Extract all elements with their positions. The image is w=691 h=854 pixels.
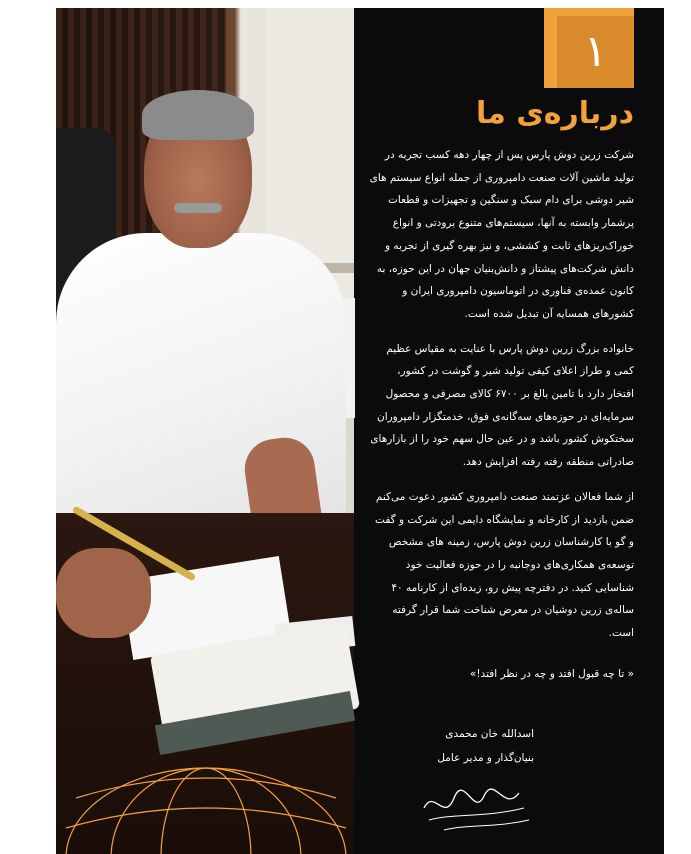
globe-arcs-icon [56,748,356,854]
signatory-role: بنیان‌گذار و مدیر عامل [437,752,534,764]
person-mustache [174,203,222,213]
paragraph-1: شرکت زرین دوش پارس پس از چهار دهه کسب تجربه در تولید ماشین آلات صنعت دامپروری از جمله انواع سیستم های شیر دوشی برای دام سبک و سنگین و تجهیزات و قطعات پرشمار وابسته به آنها، سیستم‌های متنوع برودتی و انواع خوراک‌ریزهای ثابت و کششی، و نیز بهره گیری از تجربه و دانش شرکت‌های پیشتاز و دانش‌بنیان جهان در این حوزه، به کانون عمده‌ی فناوری در اتوماسیون دامپروری ایران و کشورهای همسایه آن تبدیل شده است. [369,149,634,320]
founder-photo [56,8,354,854]
handwritten-signature-icon [414,778,534,838]
brochure-page [56,8,664,854]
person-hand [56,548,151,638]
about-body [369,144,634,657]
person-hair [142,90,254,140]
page-title: درباره‌ی ما [476,96,634,131]
closing-quote: « تا چه قبول افتد و چه در نظر افتد!» [469,668,634,680]
paragraph-2: خانواده بزرگ زرین دوش پارس با عنایت به مقیاس عظیم کمی و طراز اعلای کیفی تولید شیر و گوشت در کشور، افتخار دارد با تامین بالغ بر ۶۷۰۰ کالای مصرفی و محصول سرمایه‌ای در حوزه‌های سه‌گانه‌ی فوق، خدمتگزار دامپروران سختکوش کشور باشد و در عین حال سهم خود را از بازارهای صادراتی منطقه رفته رفته افزایش دهد. [370,342,634,469]
about-content [354,8,664,854]
section-number-badge: ۱ [557,16,634,88]
paragraph-3: از شما فعالان عزتمند صنعت دامپروری کشور دعوت می‌کنم ضمن بازدید از کارخانه و نمایشگاه دایمی این شرکت و گفت و گو با کارشناسان زرین دوش پارس، زمینه های مشخص توسعه‌ی همکاری‌های دوجانبه را در حوزه فعالیت خود شناسایی کنید. در دفترچه پیش رو، زبده‌ای از کارنامه ۴۰ ساله‌ی زرین دوشیان در معرض شناخت شما قرار گرفته است. [375,490,634,640]
signatory-name: اسدالله خان محمدی [445,728,534,740]
